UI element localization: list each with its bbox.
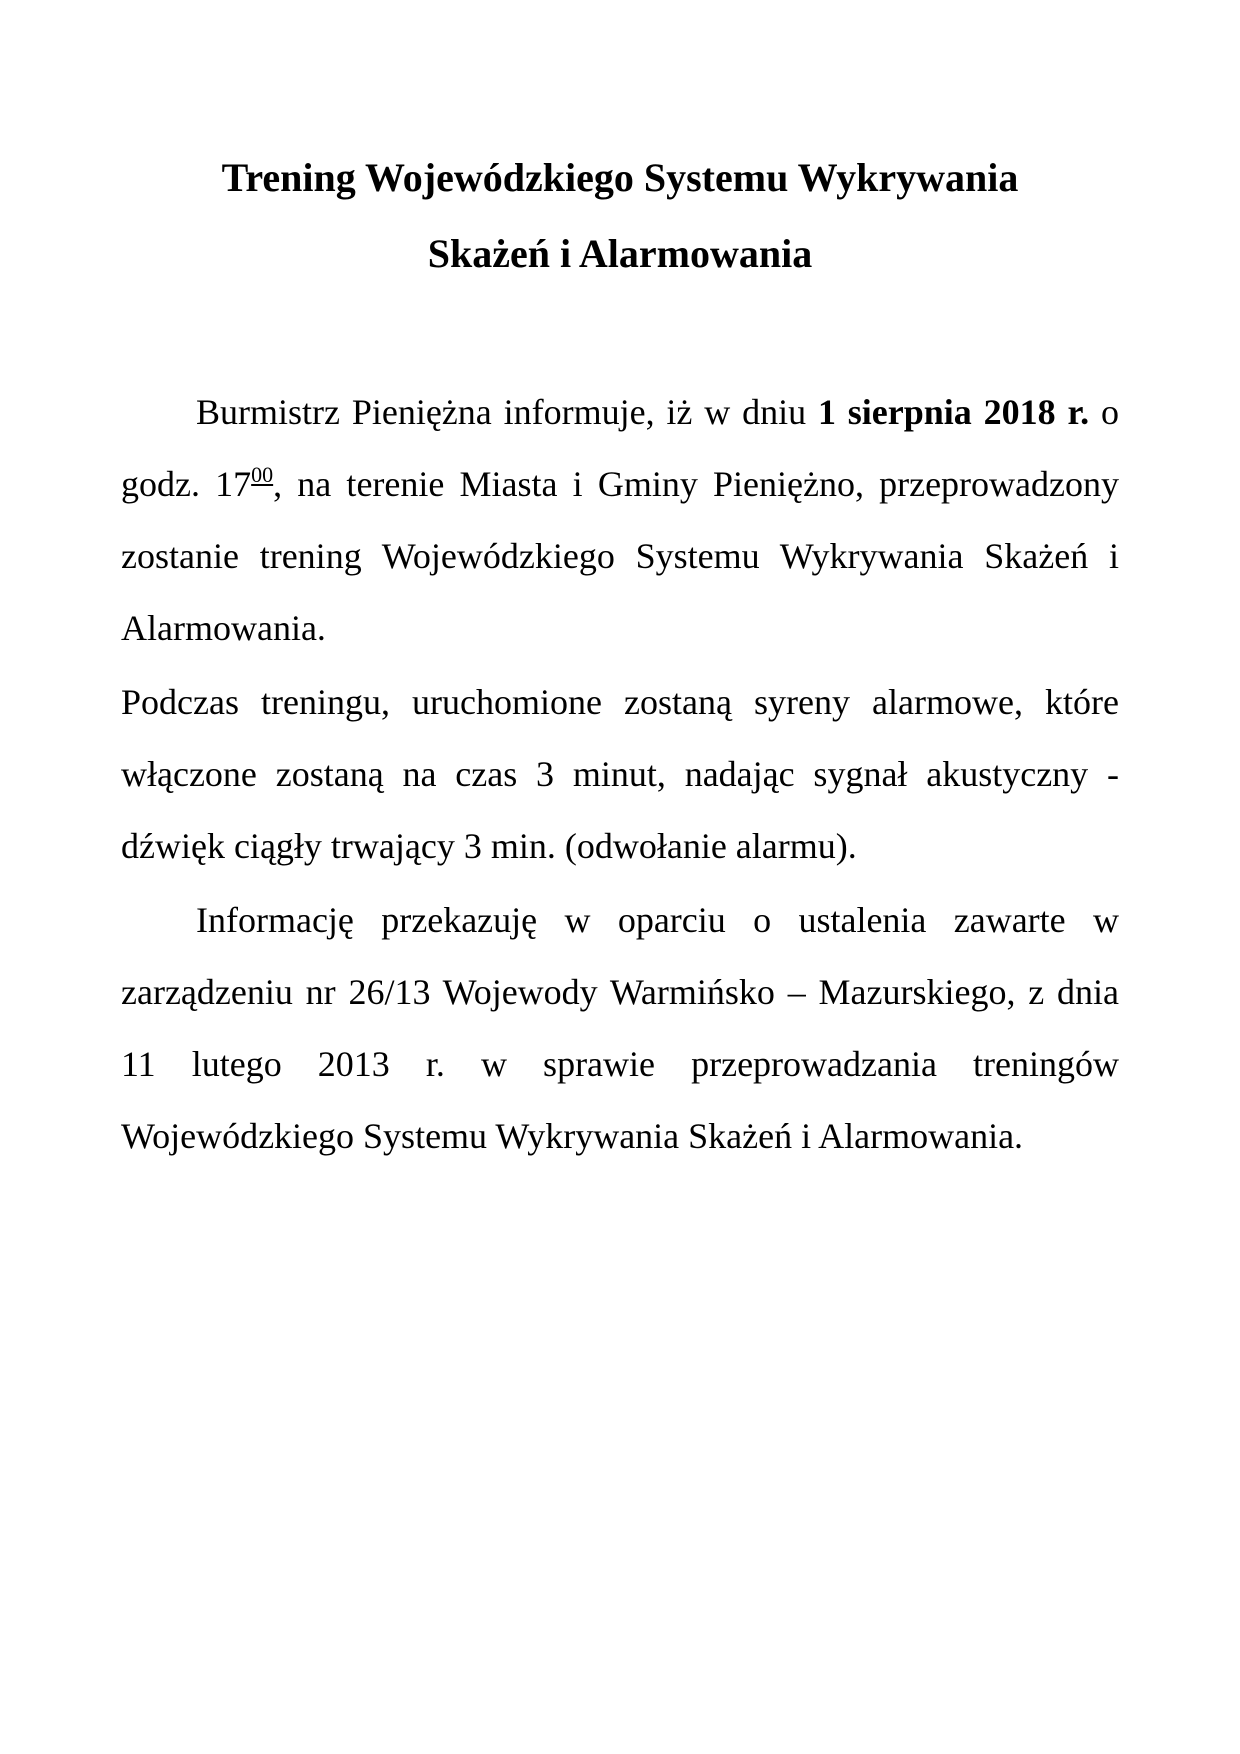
siren-paragraph: Podczas treningu, uruchomione zostaną syreny alarmowe, które włączone zostaną na czas 3 minut, nadając sygnał akustyczny - dźwięk ciągły trwający 3 min. (odwołanie alarmu). — [121, 682, 1119, 866]
time-minutes: 00 — [251, 462, 274, 487]
title-line-1: Trening Wojewódzkiego Systemu Wykrywania — [221, 155, 1019, 200]
event-date: 1 sierpnia 2018 r. — [817, 392, 1090, 432]
document-title — [121, 140, 1119, 292]
legal-basis-paragraph: Informację przekazuję w oparciu o ustalenia zawarte w zarządzeniu nr 26/13 Wojewody Warmińsko – Mazurskiego, z dnia 11 lutego 2013 r. w sprawie przeprowadzania treningów Wojewódzkiego Systemu Wykrywania Skażeń i Alarmowania. — [121, 900, 1119, 1156]
announcement-rest: , na terenie Miasta i Gminy Pieniężno, przeprowadzony zostanie trening Wojewódzkiego Systemu Wykrywania Skażeń i Alarmowania. — [121, 464, 1119, 648]
time-prefix: o godz. 17 — [121, 392, 1119, 504]
announcement-paragraph — [121, 376, 1119, 664]
page-content — [121, 140, 1119, 1174]
announcement-lead: Burmistrz Pieniężna informuje, iż w dniu — [196, 392, 818, 432]
document-body — [121, 376, 1119, 1172]
title-line-2: Skażeń i Alarmowania — [427, 231, 813, 276]
